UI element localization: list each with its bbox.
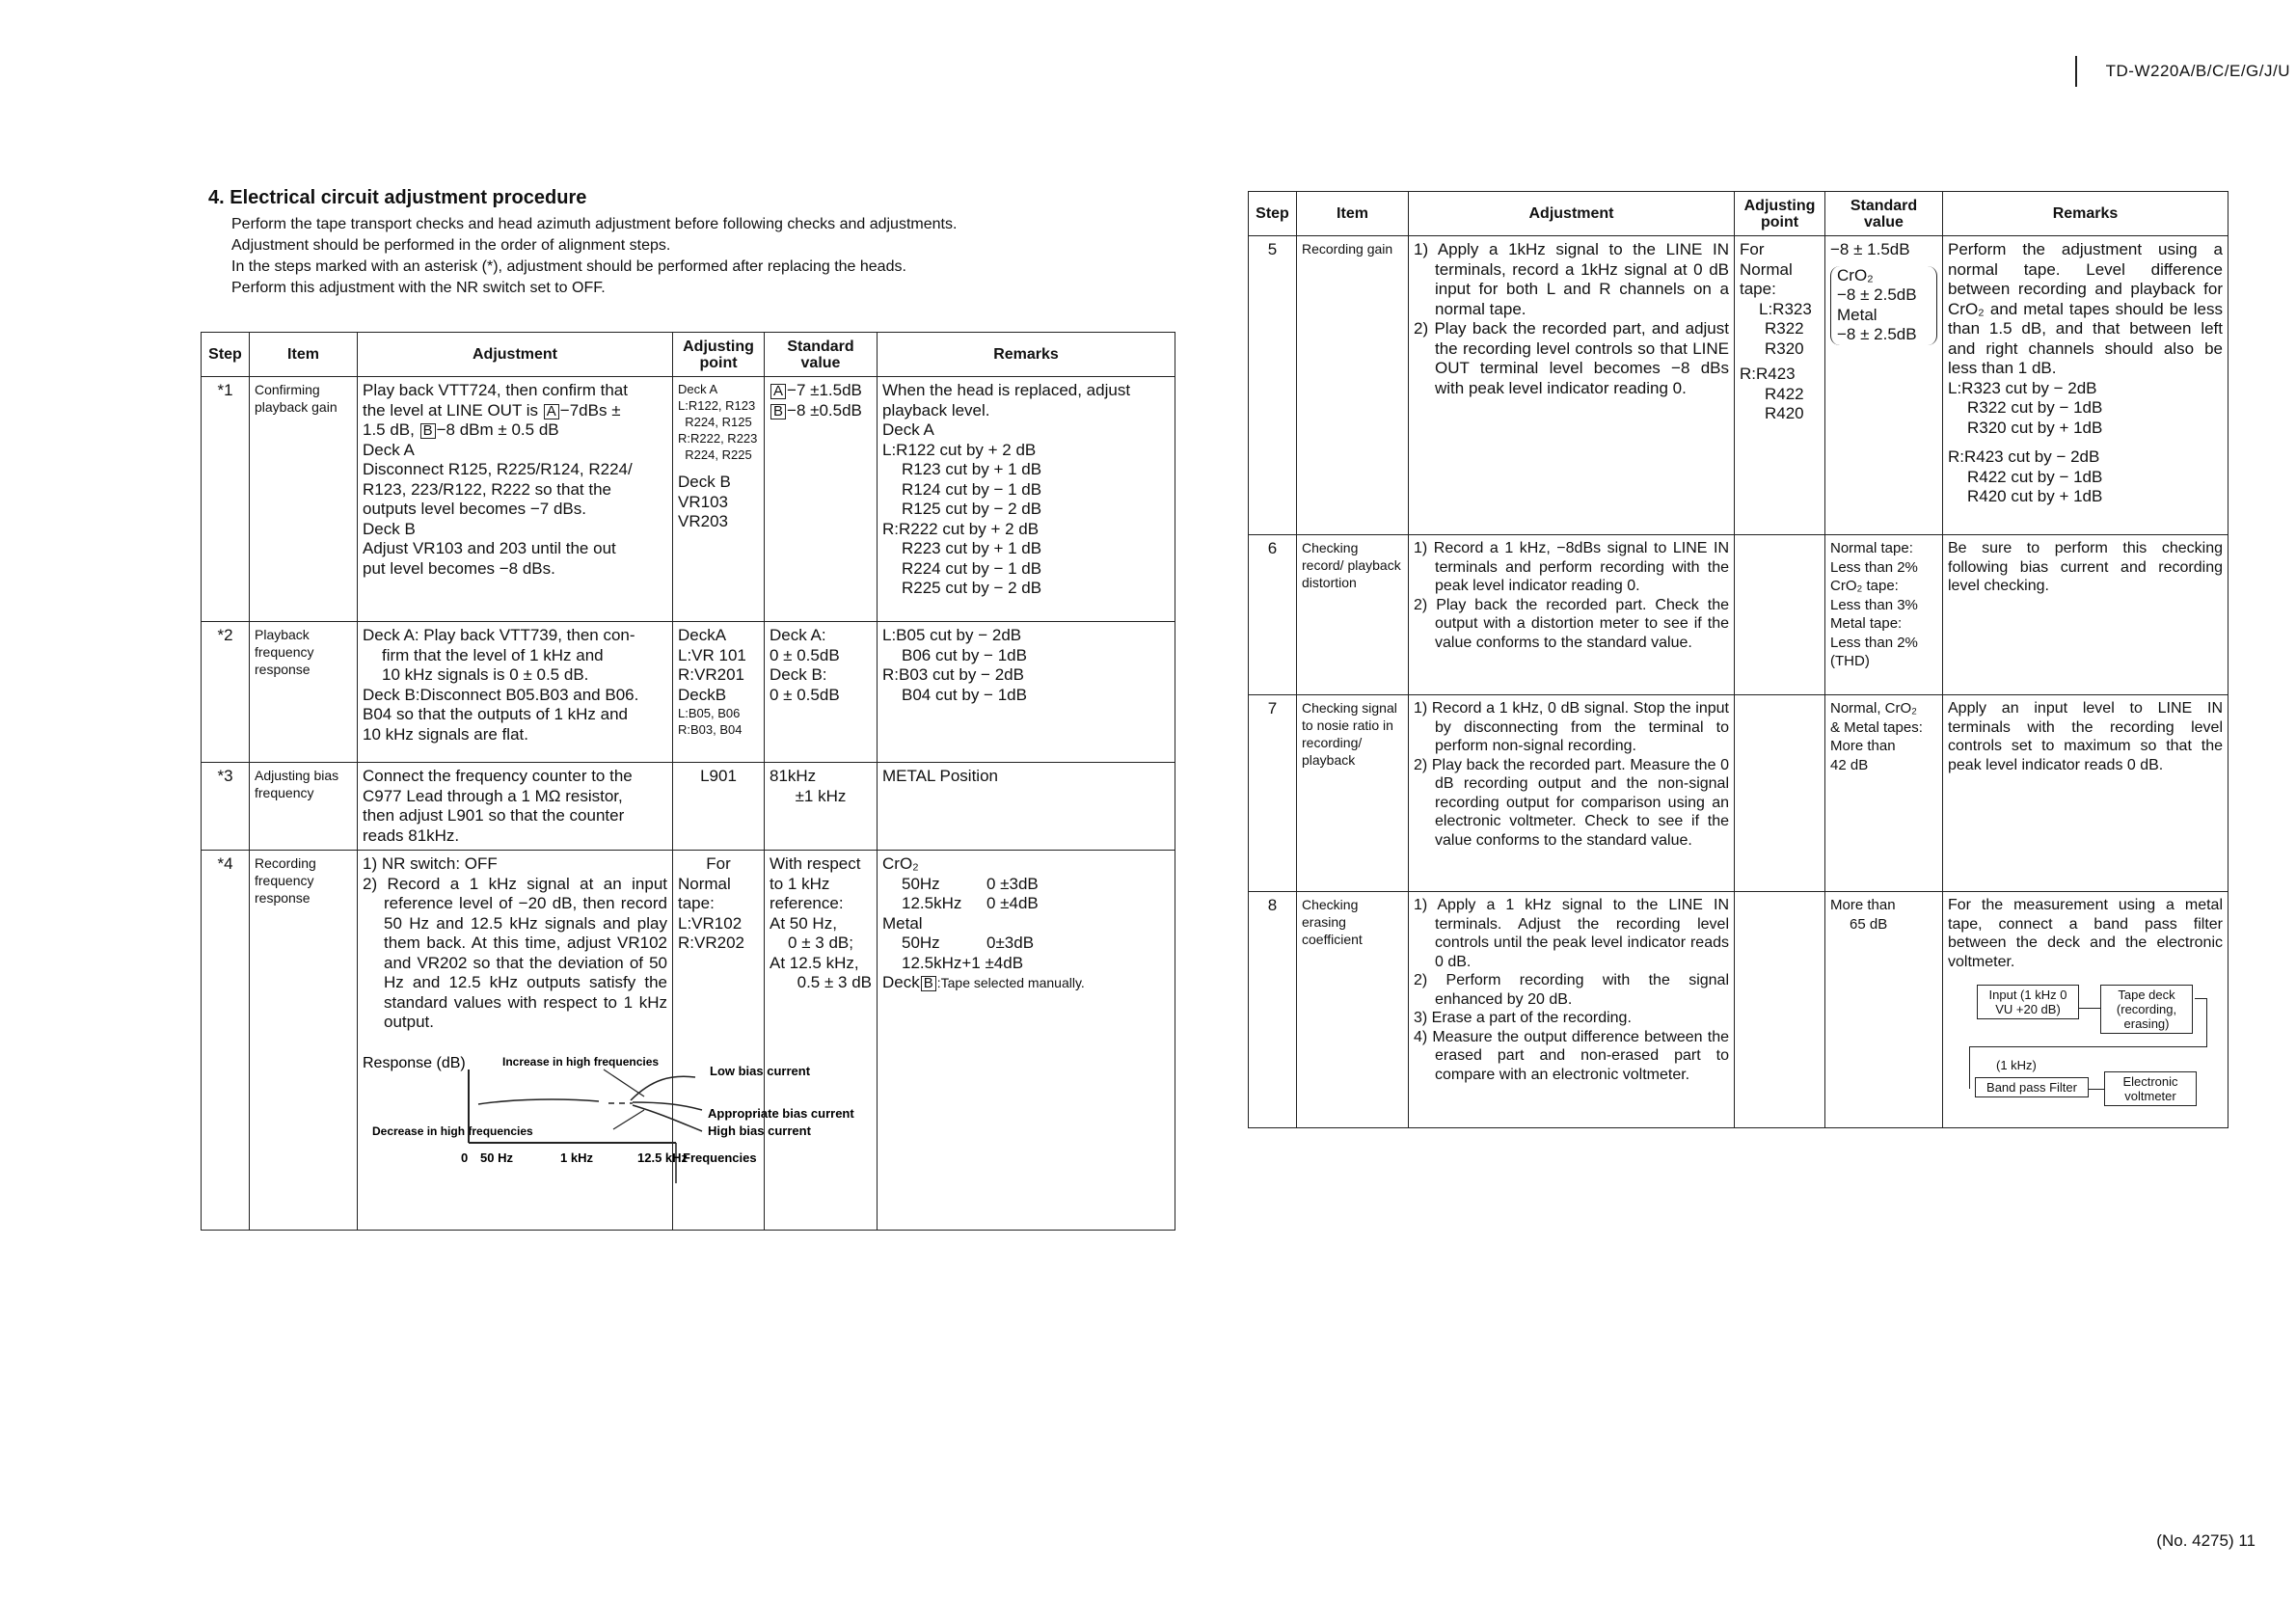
text-line: Metal <box>1837 305 1877 324</box>
text-line: R422 cut by − 1dB <box>1967 467 2103 486</box>
text-line: Deck B <box>678 473 731 491</box>
col-item: Item <box>250 333 358 377</box>
text-line: R224 cut by − 1 dB <box>902 558 1042 578</box>
text-line <box>882 934 1170 954</box>
measurement-diagram <box>1948 979 2223 1123</box>
text-line: Deck B <box>363 519 416 538</box>
numbered-step: 2) Perform recording with the signal enhanced by 20 dB. <box>1414 972 1729 1008</box>
text-line: & Metal tapes: <box>1830 718 1923 736</box>
deck-b-box: B <box>770 404 786 420</box>
deck-b-box: B <box>420 423 436 439</box>
connector-line <box>1969 1046 2206 1047</box>
graph-low-bias-label: Low bias current <box>710 1063 811 1078</box>
col-standard-value: Standard value <box>765 333 878 377</box>
connector-line <box>2195 998 2207 1047</box>
text-line: R125 cut by − 2 dB <box>902 500 1042 518</box>
graph-arrow-increase <box>604 1069 644 1096</box>
text: 12.5kHz <box>902 953 962 972</box>
text-line <box>363 420 667 441</box>
text-line: 10 kHz signals is 0 ± 0.5 dB. <box>382 665 589 684</box>
text-line: CrO₂ tape: <box>1830 578 1899 594</box>
text-line: Normal tape: <box>1830 540 1913 556</box>
numbered-step: 2) Play back the recorded part, and adjust the recording level controls so that LINE OUT terminal level becomes −8 dBs with peak level indicator reading 0. <box>1414 319 1729 397</box>
table-row <box>202 377 1175 622</box>
numbered-step: 1) Record a 1 kHz, 0 dB signal. Stop the input by disconnecting from the terminal to perform non-signal recording. <box>1414 700 1729 754</box>
table-row <box>202 763 1175 851</box>
step-number: 5 <box>1249 236 1297 535</box>
text-line: L:R122 cut by + 2 dB <box>882 440 1037 459</box>
text-line: Play back VTT724, then confirm that <box>363 381 628 399</box>
text-line: DeckA <box>678 626 727 644</box>
adjusting-point <box>1735 695 1825 892</box>
adjustment-text <box>1409 892 1735 1128</box>
text-line: CrO₂ <box>1837 265 1874 284</box>
text: 0±3dB <box>986 934 1035 952</box>
text-line <box>882 875 1170 895</box>
remarks-text <box>878 851 1175 1231</box>
step-number: 8 <box>1249 892 1297 1128</box>
text-line: VR103 <box>678 492 728 511</box>
text-line: 0 ± 0.5dB <box>770 685 840 704</box>
text-line: Adjust VR103 and 203 until the out <box>363 539 616 557</box>
col-adjusting-point: Adjusting point <box>673 333 765 377</box>
tape-bracket <box>1830 266 1937 345</box>
right-adjustment-table <box>1248 191 2228 1128</box>
text-line: R320 cut by + 1dB <box>1967 418 2103 437</box>
tape-deck-box: Tape deck (recording, erasing) <box>2100 985 2193 1034</box>
adjustment-text <box>1409 695 1735 892</box>
text-line: B04 cut by − 1dB <box>902 685 1027 704</box>
col-step: Step <box>202 333 250 377</box>
text-line: Less than 3% <box>1830 596 1918 613</box>
text: 0 ±4dB <box>986 894 1039 912</box>
item-name: Checking record/ playback distortion <box>1297 535 1409 695</box>
graph-appropriate-bias-label: Appropriate bias current <box>708 1105 854 1121</box>
adjusting-point <box>1735 236 1825 535</box>
remarks-text: Apply an input level to LINE IN terminals with the recording level controls set to maximum so that the peak level indicator reads 0 dB. <box>1943 695 2228 892</box>
numbered-step: 1) Apply a 1 kHz signal to the LINE IN terminals. Adjust the recording level controls until the peak level indicator reads 0 dB. <box>1414 897 1729 970</box>
text-line: R:B03 cut by − 2dB <box>882 665 1024 684</box>
graph-tick-label: 50 Hz <box>480 1150 513 1165</box>
text-line: R123 cut by + 1 dB <box>902 460 1042 478</box>
text-line: R223 cut by + 1 dB <box>902 539 1042 557</box>
frequency-label: (1 kHz) <box>1996 1058 2037 1072</box>
text-line: B06 cut by − 1dB <box>902 645 1027 664</box>
text-line: −8 ± 2.5dB <box>1837 325 1917 343</box>
text: −8 dBm ± 0.5 dB <box>436 420 559 439</box>
standard-value <box>1825 892 1943 1128</box>
standard-value <box>1825 535 1943 695</box>
connector-line <box>1969 1046 1970 1089</box>
col-adjustment: Adjustment <box>358 333 673 377</box>
text-line: R123, 223/R122, R222 so that the <box>363 479 612 499</box>
text-line: Deck B: <box>770 665 827 684</box>
item-name: Playback frequency response <box>250 622 358 763</box>
text-line: R:VR201 <box>678 665 744 684</box>
standard-value <box>1825 236 1943 535</box>
text-line: C977 Lead through a 1 MΩ resistor, <box>363 786 623 805</box>
text-line: firm that the level of 1 kHz and <box>382 645 604 664</box>
text-line: Disconnect R125, R225/R124, R224/ <box>363 460 633 478</box>
intro-line: Perform the tape transport checks and head azimuth adjustment before following checks and adjustments. <box>231 216 958 232</box>
graph-arrow-decrease <box>613 1110 644 1129</box>
model-number: TD-W220A/B/C/E/G/J/U <box>2075 56 2290 87</box>
text-line: ±1 kHz <box>795 786 847 805</box>
text-line: R:R222, R223 <box>678 431 758 446</box>
adjustment-text <box>358 377 673 622</box>
text-line: then adjust L901 so that the counter <box>363 806 625 825</box>
section-title: 4. Electrical circuit adjustment procedure <box>208 187 587 208</box>
text-line: 0 ± 3 dB; <box>788 934 853 952</box>
text-line: L:R323 <box>1759 299 1812 318</box>
deck-a-box: A <box>770 384 786 399</box>
text: Deck <box>882 973 920 991</box>
text-line: Deck A <box>882 420 934 439</box>
table-row <box>202 851 1175 1231</box>
text-line: Metal tape: <box>1830 615 1903 632</box>
text-line: More than <box>1830 897 1896 913</box>
col-remarks: Remarks <box>878 333 1175 377</box>
text-line: For <box>1740 240 1765 258</box>
adjusting-point <box>673 622 765 763</box>
numbered-step: 1) Record a 1 kHz, −8dBs signal to LINE IN terminals and perform recording with the peak level indicator reading 0. <box>1414 540 1729 594</box>
text: −7dBs ± <box>559 400 621 420</box>
text: −7 ±1.5dB <box>787 381 862 399</box>
deck-b-box: B <box>921 976 936 991</box>
remarks-text: METAL Position <box>878 763 1175 851</box>
item-name: Recording frequency response <box>250 851 358 1231</box>
band-pass-filter-box: Band pass Filter <box>1975 1077 2089 1097</box>
text-line: R225 cut by − 2 dB <box>902 579 1042 597</box>
text-line: Normal, CrO₂ <box>1830 700 1917 717</box>
adjusting-point <box>1735 892 1825 1128</box>
text-line: B04 so that the outputs of 1 kHz and <box>363 705 629 723</box>
text-line: R422 <box>1765 384 1804 403</box>
text-line: CrO₂ <box>882 854 919 873</box>
text-line: (THD) <box>1830 653 1870 669</box>
text-line: R:B03, B04 <box>678 722 743 737</box>
item-name: Checking signal to nosie ratio in recording/ playback <box>1297 695 1409 892</box>
adjusting-point <box>1735 535 1825 695</box>
intro-text <box>231 214 1157 299</box>
remarks-text <box>878 377 1175 622</box>
col-remarks: Remarks <box>1943 192 2228 236</box>
text-line <box>882 954 1170 974</box>
step-number: *2 <box>202 622 250 763</box>
text-line: L:B05 cut by − 2dB <box>882 626 1022 644</box>
text-line: R224, R225 <box>685 447 752 462</box>
text-line: Normal <box>678 874 731 893</box>
step-number: *3 <box>202 763 250 851</box>
text-line: With respect <box>770 854 861 873</box>
col-step: Step <box>1249 192 1297 236</box>
numbered-step: 3) Erase a part of the recording. <box>1414 1010 1632 1026</box>
text-line: DeckB <box>678 685 727 704</box>
text: +1 ±4dB <box>961 953 1024 972</box>
text-line: VR203 <box>678 512 728 530</box>
text: 50Hz <box>902 874 940 893</box>
text-line: Less than 2% <box>1830 634 1918 651</box>
text-line: −8 ± 1.5dB <box>1830 240 1910 258</box>
graph-increase-label: Increase in high frequencies <box>502 1054 660 1069</box>
text-line: 1) NR switch: OFF <box>363 854 498 873</box>
text-line <box>882 894 1170 914</box>
text: −8 ±0.5dB <box>787 400 862 420</box>
text: 1.5 dB, <box>363 420 415 439</box>
graph-high-bias-label: High bias current <box>708 1123 811 1138</box>
arrow-line <box>2079 1008 2100 1009</box>
text-line: R:R423 cut by − 2dB <box>1948 447 2100 466</box>
text-line: 10 kHz signals are flat. <box>363 724 528 744</box>
text-line: At 50 Hz, <box>770 913 837 933</box>
table-row <box>202 622 1175 763</box>
text-line: to 1 kHz <box>770 874 830 893</box>
text-line: 2) Record a 1 kHz signal at an input reference level of −20 dB, then record 50 Hz and 12.5 kHz signals and play them back. At this time, adjust VR102 and VR202 so that the deviation of 50 Hz and 12.5 kHz outputs satisfy the standard values with respect to 1 kHz output. <box>363 874 667 1031</box>
text-line: At 12.5 kHz, <box>770 953 859 972</box>
standard-value <box>1825 695 1943 892</box>
text-line: −8 ± 2.5dB <box>1837 285 1917 304</box>
intro-line: Perform this adjustment with the NR switch set to OFF. <box>231 280 606 296</box>
text-line: Metal <box>882 913 923 933</box>
graph-flat-curve <box>478 1099 599 1104</box>
intro-line: In the steps marked with an asterisk (*), adjustment should be performed after replacing the heads. <box>231 258 906 275</box>
table-row <box>1249 535 2228 695</box>
voltmeter-box: Electronic voltmeter <box>2104 1071 2197 1106</box>
col-standard-value: Standard value <box>1825 192 1943 236</box>
text-line: Deck A <box>678 382 718 396</box>
text-line: R124 cut by − 1 dB <box>902 479 1042 499</box>
text-line: More than <box>1830 738 1896 754</box>
text-line: R420 <box>1765 404 1804 422</box>
text-line: 42 dB <box>1830 756 1869 773</box>
item-name: Recording gain <box>1297 236 1409 535</box>
text-line: For the measurement using a metal tape, connect a band pass filter between the deck and the electronic voltmeter. <box>1948 897 2223 970</box>
text-line: put level becomes −8 dBs. <box>363 558 555 578</box>
intro-line: Adjustment should be performed in the order of alignment steps. <box>231 237 671 254</box>
text-line: outputs level becomes −7 dBs. <box>363 500 586 518</box>
table-header <box>1249 192 2228 236</box>
text-line <box>363 401 667 421</box>
text-line: 65 dB <box>1850 915 1888 933</box>
text-line: reads 81kHz. <box>363 826 460 845</box>
adjustment-text <box>358 763 673 851</box>
table-header <box>202 333 1175 377</box>
text-line: Connect the frequency counter to the <box>363 767 633 785</box>
numbered-step: 2) Play back the recorded part. Measure the 0 dB recording output and the non-signal recording output for comparison using an electronic voltmeter. Check to see if the value conforms to the standard value. <box>1414 756 1729 849</box>
text-line: For <box>706 854 731 873</box>
standard-value <box>765 377 878 622</box>
text-line: 81kHz <box>770 767 817 785</box>
standard-value <box>765 622 878 763</box>
numbered-step: 1) Apply a 1kHz signal to the LINE IN terminals, record a 1kHz signal at 0 dB input for both L and R channels on a normal tape. <box>1414 240 1729 318</box>
numbered-step: 4) Measure the output difference between the erased part and non-erased part to compare with an electronic voltmeter. <box>1414 1028 1729 1083</box>
text-line: playback level. <box>882 400 990 420</box>
response-graph <box>363 1050 874 1185</box>
remarks-text <box>1943 892 2228 1128</box>
remarks-text <box>878 622 1175 763</box>
text-line: R322 cut by − 1dB <box>1967 398 2103 417</box>
text-line <box>770 381 872 401</box>
table-row <box>1249 236 2228 535</box>
text-line: L:R323 cut by − 2dB <box>1948 378 2097 397</box>
graph-tick-label: 12.5 kHz <box>637 1150 689 1165</box>
item-name: Adjusting bias frequency <box>250 763 358 851</box>
numbered-step: 2) Play back the recorded part. Check the output with a distortion meter to see if the value conforms to the standard value. <box>1414 596 1729 651</box>
text-line: R:VR202 <box>678 934 744 952</box>
graph-low-bias-curve <box>631 1076 695 1100</box>
step-number: 6 <box>1249 535 1297 695</box>
deck-a-box: A <box>544 404 559 420</box>
text-line: tape: <box>678 894 715 912</box>
page-number: (No. 4275) 11 <box>2156 1531 2255 1550</box>
adjusting-point <box>673 377 765 622</box>
text-line: L:R122, R123 <box>678 398 756 413</box>
text-line: R:R222 cut by + 2 dB <box>882 519 1040 538</box>
text: 50Hz <box>902 934 940 952</box>
graph-tick-label: 0 <box>461 1150 469 1165</box>
input-box: Input (1 kHz 0 VU +20 dB) <box>1977 985 2079 1019</box>
adjusting-point: L901 <box>673 763 765 851</box>
text-line: R:R423 <box>1740 365 1796 383</box>
text-line: reference: <box>770 894 844 912</box>
text: :Tape selected manually. <box>936 975 1085 990</box>
text-line: L:B05, B06 <box>678 706 741 720</box>
text-line: R322 <box>1765 319 1804 338</box>
graph-ylabel: Response (dB) <box>363 1054 466 1071</box>
item-name: Confirming playback gain <box>250 377 358 622</box>
text: the level at LINE OUT is <box>363 400 539 420</box>
adjustment-text <box>358 622 673 763</box>
graph-decrease-label: Decrease in high frequencies <box>372 1123 533 1138</box>
text: 12.5kHz <box>902 894 962 912</box>
text-line: 0 ± 0.5dB <box>770 645 840 664</box>
remarks-text <box>1943 236 2228 535</box>
col-item: Item <box>1297 192 1409 236</box>
col-adjusting-point: Adjusting point <box>1735 192 1825 236</box>
col-adjustment: Adjustment <box>1409 192 1735 236</box>
graph-xlabel: Frequencies <box>683 1150 757 1165</box>
text-line: R420 cut by + 1dB <box>1967 487 2103 505</box>
table-row <box>1249 695 2228 892</box>
step-number: 7 <box>1249 695 1297 892</box>
text-line: tape: <box>1740 280 1776 298</box>
table-row <box>1249 892 2228 1128</box>
text-line: Deck B:Disconnect B05.B03 and B06. <box>363 685 639 704</box>
left-adjustment-table <box>201 332 1175 1231</box>
text-line: Deck A <box>363 440 415 459</box>
text-line: Normal <box>1740 259 1793 279</box>
text: 0 ±3dB <box>986 874 1039 893</box>
graph-high-bias-curve <box>633 1105 702 1131</box>
standard-value <box>765 763 878 851</box>
text-line: R320 <box>1765 338 1804 358</box>
text-line: Deck A: Play back VTT739, then con- <box>363 626 635 644</box>
text-line: When the head is replaced, adjust <box>882 381 1131 399</box>
text-line: Less than 2% <box>1830 558 1918 576</box>
text-line: Deck A: <box>770 626 826 644</box>
graph-tick-label: 1 kHz <box>560 1150 593 1165</box>
adjustment-text <box>1409 236 1735 535</box>
step-number: *1 <box>202 377 250 622</box>
text-line: 0.5 ± 3 dB <box>797 973 872 991</box>
text-line: L:VR 101 <box>678 645 746 664</box>
text-line <box>770 401 872 421</box>
arrow-line <box>2089 1089 2104 1090</box>
item-name: Checking erasing coefficient <box>1297 892 1409 1128</box>
text-line <box>882 973 1170 993</box>
step-number: *4 <box>202 851 250 1231</box>
adjustment-text <box>1409 535 1735 695</box>
text-line: R224, R125 <box>685 415 752 429</box>
text-line: Perform the adjustment using a normal tape. Level difference between recording and playback for CrO₂ and metal tapes should be less than 1.5 dB, and that between left and right channels should also be less than 1 dB. <box>1948 240 2223 377</box>
remarks-text: Be sure to perform this checking following bias current and recording level checking. <box>1943 535 2228 695</box>
text-line: L:VR102 <box>678 913 743 933</box>
